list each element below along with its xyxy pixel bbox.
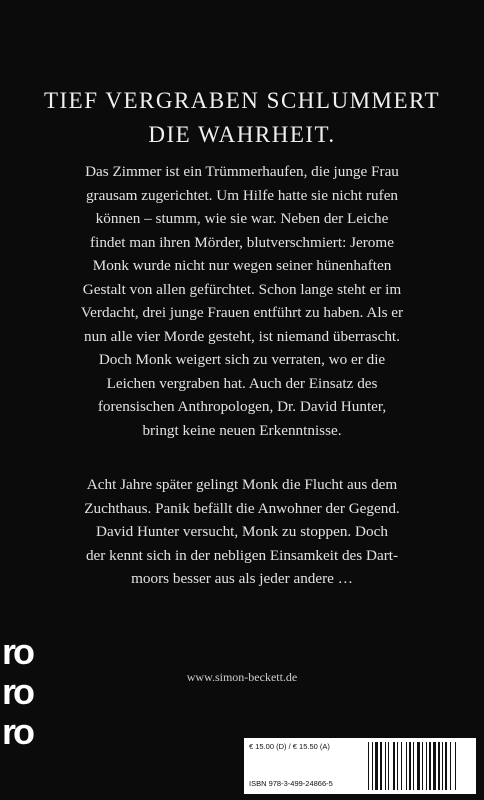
- logo-syllable: ro: [2, 711, 32, 752]
- blurb-line: Zuchthaus. Panik befällt die Anwohner der Gegend.: [84, 499, 400, 517]
- author-website: www.simon-beckett.de: [186, 670, 298, 684]
- blurb-line: nun alle vier Morde gesteht, ist niemand überrascht.: [84, 327, 400, 345]
- blurb-paragraph-2: [0, 473, 484, 591]
- barcode-icon: [362, 738, 476, 794]
- publisher-logo: [2, 632, 50, 792]
- headline-line-2: DIE WAHRHEIT.: [148, 122, 336, 147]
- logo-syllable: ro: [2, 671, 32, 712]
- price-box: [244, 738, 362, 794]
- logo-syllable: ro: [2, 631, 32, 672]
- price-text: € 15.00 (D) / € 15.50 (A): [249, 742, 330, 751]
- blurb-line: bringt keine neuen Erkenntnisse.: [142, 421, 342, 439]
- blurb-paragraph-1: [0, 160, 484, 442]
- blurb-line: Das Zimmer ist ein Trümmerhaufen, die junge Frau: [85, 163, 399, 180]
- blurb-line: grausam zugerichtet. Um Hilfe hatte sie nicht rufen: [85, 186, 399, 204]
- blurb-line: forensischen Anthropologen, Dr. David Hunter,: [97, 398, 387, 415]
- blurb-line: Leichen vergraben hat. Auch der Einsatz des: [106, 374, 378, 392]
- blurb-line: Gestalt von allen gefürchtet. Schon lange steht er im: [82, 280, 402, 298]
- blurb-line: der kennt sich in der nebligen Einsamkeit des Dart-: [85, 546, 399, 564]
- blurb-line: Verdacht, drei junge Frauen entführt zu haben. Als er: [80, 304, 404, 321]
- blurb-line: Doch Monk weigert sich zu verraten, wo er die: [98, 351, 386, 368]
- blurb-line: moors besser aus als jeder andere …: [131, 570, 353, 587]
- blurb-line: Monk wurde nicht nur wegen seiner hünenhaften: [92, 257, 392, 274]
- blurb-line: können – stumm, wie sie war. Neben der Leiche: [95, 210, 389, 227]
- isbn-text: ISBN 978-3-499-24866-5: [249, 779, 333, 788]
- headline: [0, 84, 484, 152]
- blurb-line: findet man ihren Mörder, blutverschmiert: Jerome: [90, 233, 394, 251]
- headline-line-1: TIEF VERGRABEN SCHLUMMERT: [43, 88, 441, 113]
- barcode: [362, 738, 476, 794]
- blurb-line: David Hunter versucht, Monk zu stoppen. Doch: [96, 523, 388, 540]
- blurb-line: Acht Jahre später gelingt Monk die Flucht aus dem: [86, 476, 398, 493]
